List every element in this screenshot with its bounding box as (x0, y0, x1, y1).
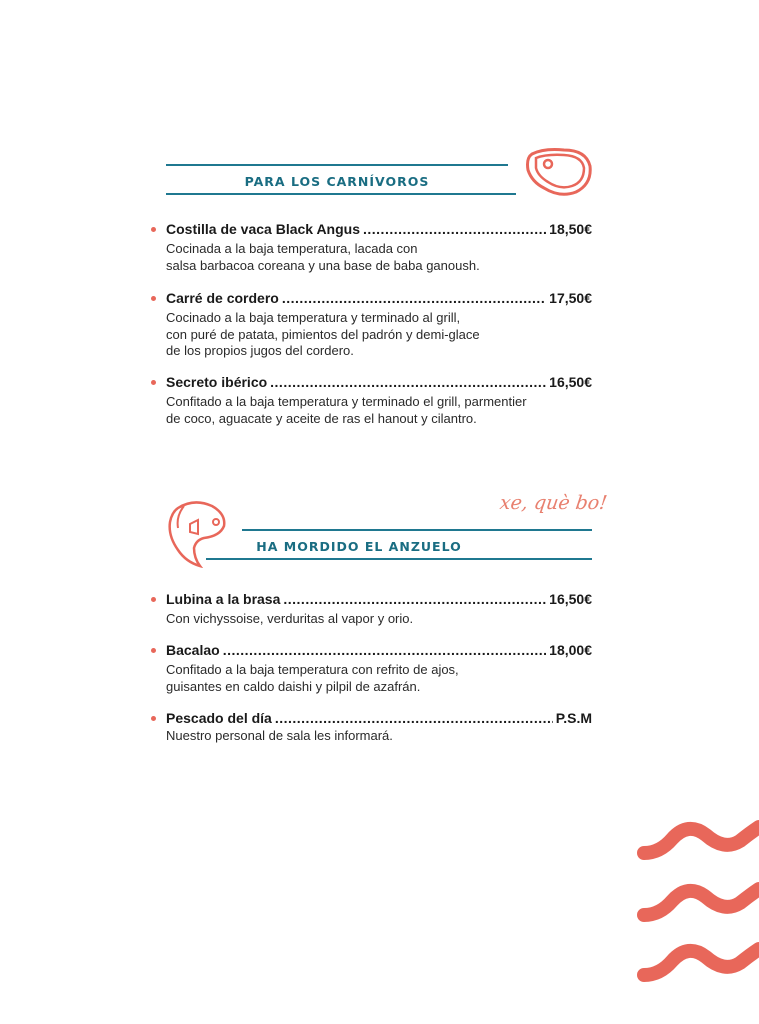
menu-item (166, 710, 592, 745)
tagline: xe, què bo! (498, 492, 609, 514)
desc-line: guisantes en caldo daishi y pilpil de azafrán. (166, 678, 421, 694)
item-description (166, 611, 592, 628)
divider (206, 558, 592, 560)
menu-item (166, 591, 592, 628)
desc-line: de los propios jugos del cordero. (166, 343, 354, 358)
desc-line: Cocinado a la baja temperatura y terminado al grill, (166, 310, 461, 325)
menu-item (166, 221, 592, 274)
item-price: P.S.M (555, 710, 592, 726)
item-name: Carré de cordero (166, 290, 279, 306)
desc-line: Nuestro personal de sala les informará. (166, 728, 393, 743)
menu-item (166, 374, 592, 427)
bullet (151, 648, 156, 653)
leader-dots (275, 710, 553, 726)
leader-dots (223, 642, 546, 658)
item-description (166, 310, 592, 360)
item-name: Lubina a la brasa (166, 591, 281, 607)
leader-dots (363, 221, 546, 237)
bullet (151, 716, 156, 721)
divider (166, 164, 508, 166)
item-description (166, 728, 592, 745)
item-price: 17,50€ (549, 290, 592, 306)
section-title-anzuelo: HA MORDIDO EL ANZUELO (256, 539, 462, 554)
bullet (151, 380, 156, 385)
leader-dots (270, 374, 546, 390)
menu-item (166, 290, 592, 360)
item-name: Secreto ibérico (166, 374, 268, 390)
desc-line: Cocinada a la baja temperatura, lacada con (166, 241, 418, 256)
section-title-carnivoros: PARA LOS CARNÍVOROS (244, 174, 430, 189)
divider (166, 193, 516, 195)
bullet (151, 296, 156, 301)
item-price: 18,50€ (549, 221, 592, 237)
item-price: 16,50€ (549, 591, 592, 607)
bullet (151, 227, 156, 232)
desc-line: Con vichyssoise, verduritas al vapor y orio. (166, 611, 414, 626)
item-price: 18,00€ (549, 642, 592, 658)
item-description (166, 394, 592, 427)
item-name: Bacalao (166, 642, 220, 658)
leader-dots (283, 591, 546, 607)
bullet (151, 597, 156, 602)
desc-line: salsa barbacoa coreana y una base de baba ganoush. (166, 257, 480, 273)
divider (242, 529, 592, 531)
menu-item (166, 642, 592, 695)
desc-line: Confitado a la baja temperatura y terminado el grill, parmentier (166, 394, 527, 409)
item-price: 16,50€ (549, 374, 592, 390)
leader-dots (282, 290, 546, 306)
desc-line: de coco, aguacate y aceite de ras el hanout y cilantro. (166, 410, 477, 426)
desc-line: con puré de patata, pimientos del padrón y demi-glace (166, 326, 480, 342)
wave-decoration (636, 815, 759, 985)
item-name: Costilla de vaca Black Angus (166, 221, 360, 237)
desc-line: Confitado a la baja temperatura con refrito de ajos, (166, 662, 459, 677)
item-description (166, 662, 592, 695)
steak-icon (524, 146, 594, 198)
item-description (166, 241, 592, 274)
item-name: Pescado del día (166, 710, 272, 726)
